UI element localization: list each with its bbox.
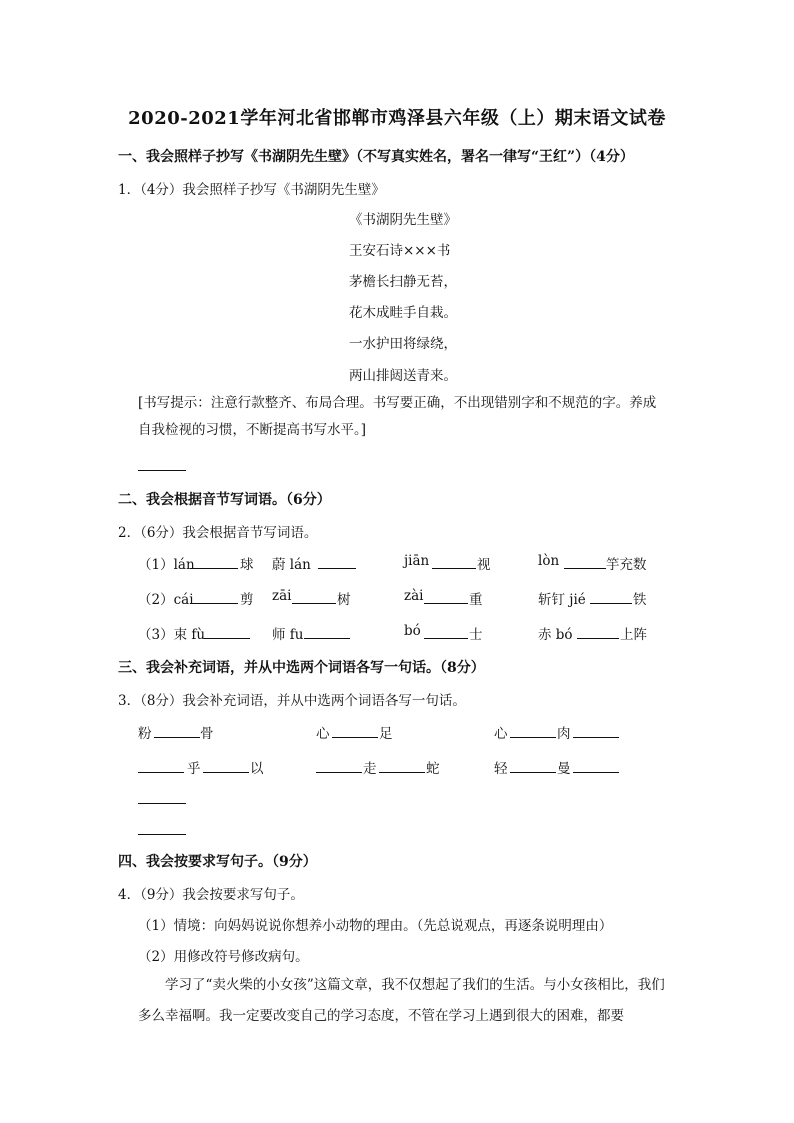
pinyin-label: jiān — [404, 553, 430, 569]
answer-blank[interactable] — [204, 638, 250, 639]
word-char: 球 — [240, 557, 254, 573]
pinyin-label: 蔚 lán — [272, 557, 311, 573]
answer-blank[interactable] — [203, 772, 249, 773]
answer-blank[interactable] — [424, 603, 468, 604]
pinyin-label: zāi — [272, 588, 292, 604]
answer-blank[interactable] — [510, 772, 556, 773]
word-char: 曼 — [557, 761, 571, 777]
answer-blank[interactable] — [573, 737, 619, 738]
pinyin-label: bó — [404, 623, 421, 639]
answer-blank[interactable] — [510, 737, 556, 738]
word-char: 足 — [379, 726, 393, 742]
question4-item2: （2）用修改符号修改病句。 — [138, 949, 309, 965]
pinyin-label: （2）cái — [138, 592, 194, 608]
answer-blank[interactable] — [564, 568, 606, 569]
section4-heading: 四、我会按要求写句子。（9分） — [118, 854, 317, 870]
answer-blank[interactable] — [292, 603, 336, 604]
answer-blank[interactable] — [332, 737, 378, 738]
word-char: 以 — [250, 761, 264, 777]
answer-blank[interactable] — [138, 834, 186, 835]
section2-heading: 二、我会根据音节写词语。（6分） — [118, 492, 331, 508]
writing-tip: [书写提示：注意行款整齐、布局合理。书写要正确，不出现错别字和不规范的字。养成自我检视的习惯，不断提高书写水平。] — [138, 395, 657, 438]
answer-blank[interactable] — [577, 638, 619, 639]
answer-blank[interactable] — [590, 603, 632, 604]
sick-sentence-paragraph: 学习了“卖火柴的小女孩”这篇文章，我不仅想起了我们的生活。与小女孩相比，我们多么幸福啊。我一定要改变自己的学习态度，不管在学习上遇到很大的困难，都要 — [138, 977, 665, 1024]
pinyin-label: 赤 bó — [538, 627, 573, 643]
section3-heading: 三、我会补充词语，并从中选两个词语各写一句话。（8分） — [118, 660, 485, 676]
question4-text: 4．（9分）我会按要求写句子。 — [118, 887, 304, 903]
question4-item1: （1）情境：向妈妈说说你想养小动物的理由。（先总说观点，再逐条说明理由） — [138, 918, 613, 934]
poem-line: 花木成畦手自栽。 — [349, 305, 457, 321]
page-title: 2020-2021学年河北省邯郸市鸡泽县六年级（上）期末语文试卷 — [128, 108, 666, 129]
answer-blank[interactable] — [318, 568, 356, 569]
section1-heading: 一、我会照样子抄写《书湖阴先生壁》（不写真实姓名，署名一律写“王红”）（4分） — [118, 149, 634, 165]
answer-blank[interactable] — [379, 772, 425, 773]
word-char: 乎 — [187, 761, 201, 777]
answer-blank[interactable] — [573, 772, 619, 773]
poem-line: 两山排闼送青来。 — [349, 368, 457, 384]
poem-line: 王安石诗×××书 — [349, 243, 451, 259]
question3-text: 3．（8分）我会补充词语，并从中选两个词语各写一句话。 — [118, 693, 466, 709]
answer-blank[interactable] — [190, 603, 238, 604]
pinyin-label: （1）lán — [138, 557, 195, 573]
pinyin-label: lòn — [538, 553, 560, 569]
answer-blank[interactable] — [432, 568, 476, 569]
answer-blank[interactable] — [190, 568, 238, 569]
poem-line: 一水护田将绿绕， — [349, 336, 457, 352]
poem-line: 茅檐长扫静无苔， — [349, 274, 457, 290]
answer-blank[interactable] — [316, 772, 362, 773]
word-char: 铁 — [633, 592, 647, 608]
word-char: 心 — [316, 726, 330, 742]
pinyin-label: 斩钉 jié — [538, 592, 586, 608]
poem-line: 《书湖阴先生壁》 — [349, 212, 457, 228]
answer-blank[interactable] — [424, 638, 468, 639]
answer-blank[interactable] — [138, 803, 186, 804]
word-char: 心 — [494, 726, 508, 742]
question1-text: 1．（4分）我会照样子抄写《书湖阴先生壁》 — [118, 182, 385, 198]
word-char: 剪 — [240, 592, 254, 608]
word-char: 走 — [363, 761, 377, 777]
pinyin-label: （3）束 fù — [138, 627, 206, 643]
answer-blank[interactable] — [154, 737, 200, 738]
word-char: 肉 — [557, 726, 571, 742]
word-char: 士 — [469, 627, 483, 643]
answer-blank[interactable] — [138, 772, 184, 773]
word-char: 蛇 — [426, 761, 440, 777]
word-char: 上阵 — [620, 627, 647, 643]
word-char: 视 — [477, 557, 491, 573]
word-char: 轻 — [494, 761, 508, 777]
pinyin-label: zài — [404, 588, 424, 604]
answer-blank[interactable] — [304, 638, 350, 639]
word-char: 重 — [469, 592, 483, 608]
question2-text: 2．（6分）我会根据音节写词语。 — [118, 525, 318, 541]
word-char: 竽充数 — [606, 557, 647, 573]
word-char: 树 — [337, 592, 351, 608]
pinyin-label: 师 fu — [272, 627, 304, 643]
word-char: 粉 — [138, 726, 152, 742]
answer-blank[interactable] — [138, 470, 186, 471]
word-char: 骨 — [200, 726, 214, 742]
